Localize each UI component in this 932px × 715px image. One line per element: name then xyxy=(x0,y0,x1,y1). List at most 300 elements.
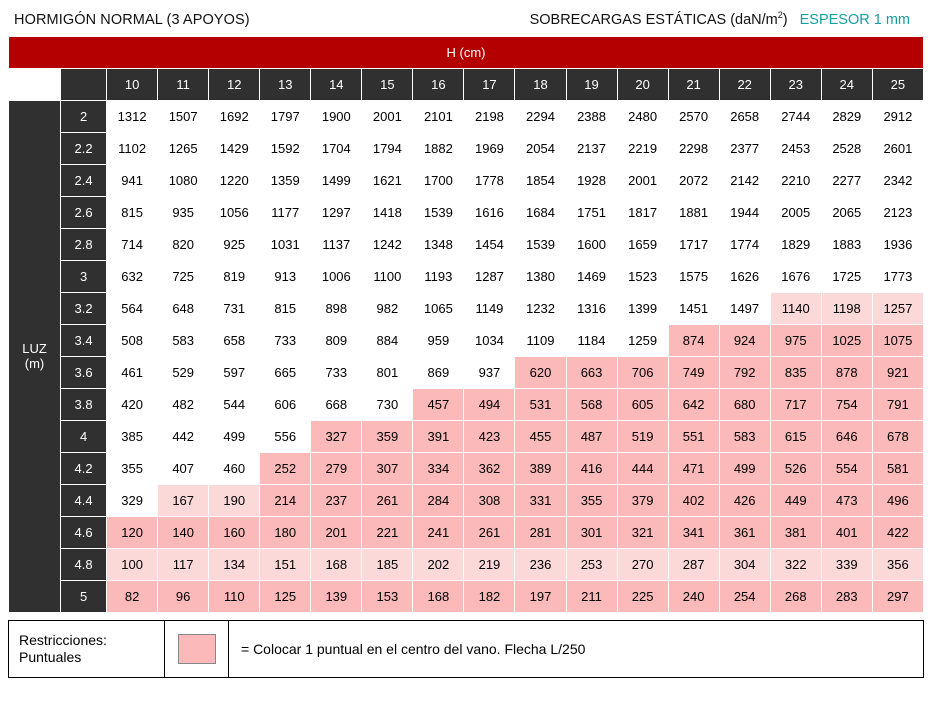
table-cell: 221 xyxy=(362,517,413,549)
table-cell: 308 xyxy=(464,485,515,517)
table-cell: 898 xyxy=(311,293,362,325)
table-cell: 261 xyxy=(362,485,413,517)
table-cell: 455 xyxy=(515,421,566,453)
table-cell: 442 xyxy=(158,421,209,453)
table-cell: 733 xyxy=(311,357,362,389)
table-cell: 100 xyxy=(107,549,158,581)
table-cell: 819 xyxy=(209,261,260,293)
table-cell: 1626 xyxy=(719,261,770,293)
row-header: 2.4 xyxy=(61,165,107,197)
table-cell: 1575 xyxy=(668,261,719,293)
table-cell: 1539 xyxy=(515,229,566,261)
table-cell: 1399 xyxy=(617,293,668,325)
table-cell: 153 xyxy=(362,581,413,613)
table-cell: 237 xyxy=(311,485,362,517)
corner-blank-dark xyxy=(61,69,107,101)
table-cell: 1751 xyxy=(566,197,617,229)
table-cell: 236 xyxy=(515,549,566,581)
table-cell: 941 xyxy=(107,165,158,197)
table-cell: 82 xyxy=(107,581,158,613)
table-cell: 460 xyxy=(209,453,260,485)
table-cell: 287 xyxy=(668,549,719,581)
table-cell: 2001 xyxy=(617,165,668,197)
table-cell: 869 xyxy=(413,357,464,389)
table-cell: 1944 xyxy=(719,197,770,229)
table-cell: 321 xyxy=(617,517,668,549)
table-cell: 921 xyxy=(872,357,923,389)
row-header: 3.4 xyxy=(61,325,107,357)
column-header: 13 xyxy=(260,69,311,101)
table-cell: 96 xyxy=(158,581,209,613)
table-cell: 1193 xyxy=(413,261,464,293)
header-center-title-close: ) xyxy=(782,11,788,28)
table-cell: 526 xyxy=(770,453,821,485)
column-header: 19 xyxy=(566,69,617,101)
document-header xyxy=(8,8,924,34)
table-cell: 1259 xyxy=(617,325,668,357)
table-cell: 1817 xyxy=(617,197,668,229)
table-cell: 160 xyxy=(209,517,260,549)
table-cell: 642 xyxy=(668,389,719,421)
table-cell: 937 xyxy=(464,357,515,389)
table-cell: 389 xyxy=(515,453,566,485)
row-header: 4.6 xyxy=(61,517,107,549)
table-cell: 1621 xyxy=(362,165,413,197)
table-cell: 615 xyxy=(770,421,821,453)
row-header: 3.8 xyxy=(61,389,107,421)
table-cell: 2829 xyxy=(821,101,872,133)
table-row xyxy=(9,261,924,293)
table-cell: 2137 xyxy=(566,133,617,165)
header-center-title-text: SOBRECARGAS ESTÁTICAS (daN/m xyxy=(529,11,778,28)
table-row xyxy=(9,453,924,485)
table-cell: 531 xyxy=(515,389,566,421)
table-cell: 219 xyxy=(464,549,515,581)
table-cell: 1232 xyxy=(515,293,566,325)
table-cell: 496 xyxy=(872,485,923,517)
load-table xyxy=(8,36,924,613)
table-cell: 508 xyxy=(107,325,158,357)
table-cell: 2601 xyxy=(872,133,923,165)
table-row xyxy=(9,325,924,357)
table-cell: 420 xyxy=(107,389,158,421)
table-cell: 1692 xyxy=(209,101,260,133)
row-group-label xyxy=(9,101,61,613)
table-cell: 499 xyxy=(719,453,770,485)
table-row xyxy=(9,549,924,581)
table-cell: 182 xyxy=(464,581,515,613)
table-row xyxy=(9,133,924,165)
table-cell: 1616 xyxy=(464,197,515,229)
table-cell: 2101 xyxy=(413,101,464,133)
table-cell: 2005 xyxy=(770,197,821,229)
table-row xyxy=(9,165,924,197)
table-cell: 304 xyxy=(719,549,770,581)
header-right-group xyxy=(530,10,920,28)
table-cell: 529 xyxy=(158,357,209,389)
legend-swatch-cell xyxy=(165,621,229,677)
table-cell: 214 xyxy=(260,485,311,517)
legend-color-swatch xyxy=(178,634,216,664)
band-title: H (cm) xyxy=(9,37,924,69)
table-cell: 1539 xyxy=(413,197,464,229)
legend-label-line2: Puntuales xyxy=(19,649,82,665)
table-cell: 1684 xyxy=(515,197,566,229)
table-cell: 168 xyxy=(311,549,362,581)
table-cell: 281 xyxy=(515,517,566,549)
row-header: 4 xyxy=(61,421,107,453)
table-cell: 1025 xyxy=(821,325,872,357)
table-row xyxy=(9,389,924,421)
table-cell: 140 xyxy=(158,517,209,549)
table-cell: 2054 xyxy=(515,133,566,165)
table-cell: 1854 xyxy=(515,165,566,197)
table-cell: 225 xyxy=(617,581,668,613)
table-cell: 982 xyxy=(362,293,413,325)
table-cell: 1725 xyxy=(821,261,872,293)
table-cell: 717 xyxy=(770,389,821,421)
table-cell: 473 xyxy=(821,485,872,517)
table-cell: 874 xyxy=(668,325,719,357)
table-cell: 2342 xyxy=(872,165,923,197)
table-cell: 1454 xyxy=(464,229,515,261)
table-cell: 120 xyxy=(107,517,158,549)
table-cell: 426 xyxy=(719,485,770,517)
table-cell: 487 xyxy=(566,421,617,453)
table-cell: 620 xyxy=(515,357,566,389)
table-cell: 341 xyxy=(668,517,719,549)
row-header: 3.2 xyxy=(61,293,107,325)
table-cell: 835 xyxy=(770,357,821,389)
table-cell: 1882 xyxy=(413,133,464,165)
table-cell: 2388 xyxy=(566,101,617,133)
table-cell: 2528 xyxy=(821,133,872,165)
table-cell: 139 xyxy=(311,581,362,613)
table-cell: 1149 xyxy=(464,293,515,325)
column-header: 20 xyxy=(617,69,668,101)
row-header: 2 xyxy=(61,101,107,133)
table-cell: 471 xyxy=(668,453,719,485)
table-cell: 551 xyxy=(668,421,719,453)
row-header: 2.6 xyxy=(61,197,107,229)
table-cell: 2219 xyxy=(617,133,668,165)
column-header: 11 xyxy=(158,69,209,101)
row-header: 4.8 xyxy=(61,549,107,581)
table-cell: 185 xyxy=(362,549,413,581)
table-cell: 134 xyxy=(209,549,260,581)
table-cell: 2377 xyxy=(719,133,770,165)
table-cell: 461 xyxy=(107,357,158,389)
column-header: 16 xyxy=(413,69,464,101)
column-header: 14 xyxy=(311,69,362,101)
table-cell: 1700 xyxy=(413,165,464,197)
table-cell: 339 xyxy=(821,549,872,581)
table-cell: 792 xyxy=(719,357,770,389)
table-cell: 254 xyxy=(719,581,770,613)
table-cell: 407 xyxy=(158,453,209,485)
column-header: 23 xyxy=(770,69,821,101)
table-cell: 297 xyxy=(872,581,923,613)
table-cell: 1797 xyxy=(260,101,311,133)
table-cell: 355 xyxy=(107,453,158,485)
row-header: 2.2 xyxy=(61,133,107,165)
table-row xyxy=(9,485,924,517)
table-cell: 2298 xyxy=(668,133,719,165)
table-cell: 284 xyxy=(413,485,464,517)
table-cell: 1312 xyxy=(107,101,158,133)
table-cell: 1359 xyxy=(260,165,311,197)
table-cell: 1140 xyxy=(770,293,821,325)
table-cell: 322 xyxy=(770,549,821,581)
table-cell: 2453 xyxy=(770,133,821,165)
table-cell: 1257 xyxy=(872,293,923,325)
table-cell: 211 xyxy=(566,581,617,613)
table-cell: 935 xyxy=(158,197,209,229)
table-cell: 878 xyxy=(821,357,872,389)
table-cell: 381 xyxy=(770,517,821,549)
band-title-row xyxy=(9,37,924,69)
table-cell: 884 xyxy=(362,325,413,357)
table-cell: 402 xyxy=(668,485,719,517)
table-cell: 252 xyxy=(260,453,311,485)
table-cell: 1006 xyxy=(311,261,362,293)
table-cell: 444 xyxy=(617,453,668,485)
table-cell: 1184 xyxy=(566,325,617,357)
table-cell: 733 xyxy=(260,325,311,357)
table-cell: 151 xyxy=(260,549,311,581)
table-cell: 416 xyxy=(566,453,617,485)
table-cell: 606 xyxy=(260,389,311,421)
table-cell: 2480 xyxy=(617,101,668,133)
table-cell: 359 xyxy=(362,421,413,453)
table-cell: 1676 xyxy=(770,261,821,293)
table-cell: 1429 xyxy=(209,133,260,165)
table-cell: 581 xyxy=(872,453,923,485)
table-cell: 1102 xyxy=(107,133,158,165)
table-cell: 1794 xyxy=(362,133,413,165)
table-cell: 680 xyxy=(719,389,770,421)
row-header: 4.2 xyxy=(61,453,107,485)
table-cell: 261 xyxy=(464,517,515,549)
table-cell: 482 xyxy=(158,389,209,421)
table-cell: 1704 xyxy=(311,133,362,165)
table-cell: 665 xyxy=(260,357,311,389)
table-cell: 815 xyxy=(260,293,311,325)
row-header: 4.4 xyxy=(61,485,107,517)
table-cell: 809 xyxy=(311,325,362,357)
table-cell: 583 xyxy=(719,421,770,453)
table-cell: 2123 xyxy=(872,197,923,229)
table-cell: 1287 xyxy=(464,261,515,293)
table-cell: 423 xyxy=(464,421,515,453)
table-cell: 1418 xyxy=(362,197,413,229)
table-cell: 355 xyxy=(566,485,617,517)
column-header: 12 xyxy=(209,69,260,101)
column-header: 25 xyxy=(872,69,923,101)
column-header: 22 xyxy=(719,69,770,101)
legend-label-line1: Restricciones: xyxy=(19,631,107,648)
row-group-label-line1: LUZ xyxy=(22,340,47,356)
table-cell: 583 xyxy=(158,325,209,357)
table-cell: 391 xyxy=(413,421,464,453)
table-row xyxy=(9,581,924,613)
table-cell: 334 xyxy=(413,453,464,485)
table-cell: 327 xyxy=(311,421,362,453)
table-cell: 401 xyxy=(821,517,872,549)
table-cell: 924 xyxy=(719,325,770,357)
column-header: 18 xyxy=(515,69,566,101)
row-header: 3.6 xyxy=(61,357,107,389)
table-row xyxy=(9,229,924,261)
table-cell: 331 xyxy=(515,485,566,517)
table-cell: 125 xyxy=(260,581,311,613)
table-cell: 190 xyxy=(209,485,260,517)
table-cell: 1265 xyxy=(158,133,209,165)
table-cell: 1451 xyxy=(668,293,719,325)
table-cell: 1600 xyxy=(566,229,617,261)
table-cell: 1829 xyxy=(770,229,821,261)
table-cell: 1075 xyxy=(872,325,923,357)
column-header: 15 xyxy=(362,69,413,101)
legend-label xyxy=(9,621,165,677)
table-cell: 168 xyxy=(413,581,464,613)
table-cell: 544 xyxy=(209,389,260,421)
table-cell: 283 xyxy=(821,581,872,613)
table-cell: 167 xyxy=(158,485,209,517)
table-cell: 749 xyxy=(668,357,719,389)
table-cell: 646 xyxy=(821,421,872,453)
table-cell: 2065 xyxy=(821,197,872,229)
table-cell: 362 xyxy=(464,453,515,485)
table-cell: 1316 xyxy=(566,293,617,325)
table-cell: 1056 xyxy=(209,197,260,229)
table-cell: 268 xyxy=(770,581,821,613)
row-header: 2.8 xyxy=(61,229,107,261)
table-cell: 1242 xyxy=(362,229,413,261)
table-cell: 731 xyxy=(209,293,260,325)
table-cell: 1507 xyxy=(158,101,209,133)
table-cell: 1100 xyxy=(362,261,413,293)
table-cell: 1499 xyxy=(311,165,362,197)
table-cell: 499 xyxy=(209,421,260,453)
table-cell: 959 xyxy=(413,325,464,357)
table-cell: 554 xyxy=(821,453,872,485)
column-header: 10 xyxy=(107,69,158,101)
table-cell: 1523 xyxy=(617,261,668,293)
table-cell: 1177 xyxy=(260,197,311,229)
table-cell: 725 xyxy=(158,261,209,293)
legend xyxy=(8,620,924,678)
table-cell: 663 xyxy=(566,357,617,389)
table-cell: 668 xyxy=(311,389,362,421)
corner-blank xyxy=(9,69,61,101)
table-cell: 1348 xyxy=(413,229,464,261)
table-cell: 1969 xyxy=(464,133,515,165)
table-cell: 648 xyxy=(158,293,209,325)
column-header-row xyxy=(9,69,924,101)
table-cell: 385 xyxy=(107,421,158,453)
table-cell: 1928 xyxy=(566,165,617,197)
table-cell: 820 xyxy=(158,229,209,261)
table-cell: 422 xyxy=(872,517,923,549)
header-center-title-sup: 2 xyxy=(777,10,783,20)
table-cell: 815 xyxy=(107,197,158,229)
table-row xyxy=(9,197,924,229)
table-cell: 1034 xyxy=(464,325,515,357)
table-row xyxy=(9,517,924,549)
header-center-title xyxy=(530,10,788,28)
table-cell: 457 xyxy=(413,389,464,421)
table-cell: 240 xyxy=(668,581,719,613)
table-cell: 1031 xyxy=(260,229,311,261)
row-header: 3 xyxy=(61,261,107,293)
table-cell: 730 xyxy=(362,389,413,421)
table-cell: 678 xyxy=(872,421,923,453)
table-cell: 2001 xyxy=(362,101,413,133)
table-cell: 1778 xyxy=(464,165,515,197)
table-cell: 1080 xyxy=(158,165,209,197)
column-header: 21 xyxy=(668,69,719,101)
table-cell: 754 xyxy=(821,389,872,421)
legend-description: = Colocar 1 puntual en el centro del vano. Flecha L/250 xyxy=(241,641,586,657)
table-cell: 706 xyxy=(617,357,668,389)
table-cell: 180 xyxy=(260,517,311,549)
table-cell: 597 xyxy=(209,357,260,389)
table-cell: 449 xyxy=(770,485,821,517)
table-cell: 791 xyxy=(872,389,923,421)
table-cell: 975 xyxy=(770,325,821,357)
table-cell: 1936 xyxy=(872,229,923,261)
table-cell: 2198 xyxy=(464,101,515,133)
table-cell: 1469 xyxy=(566,261,617,293)
table-cell: 801 xyxy=(362,357,413,389)
table-cell: 117 xyxy=(158,549,209,581)
header-left-title: HORMIGÓN NORMAL (3 APOYOS) xyxy=(14,11,250,28)
table-cell: 1497 xyxy=(719,293,770,325)
table-cell: 356 xyxy=(872,549,923,581)
column-header: 17 xyxy=(464,69,515,101)
table-cell: 1881 xyxy=(668,197,719,229)
table-cell: 2912 xyxy=(872,101,923,133)
table-cell: 307 xyxy=(362,453,413,485)
table-cell: 2744 xyxy=(770,101,821,133)
table-cell: 632 xyxy=(107,261,158,293)
table-cell: 329 xyxy=(107,485,158,517)
table-cell: 1592 xyxy=(260,133,311,165)
table-cell: 361 xyxy=(719,517,770,549)
row-group-label-line2: (m) xyxy=(24,355,45,371)
table-cell: 1717 xyxy=(668,229,719,261)
table-cell: 1065 xyxy=(413,293,464,325)
table-cell: 2142 xyxy=(719,165,770,197)
table-cell: 605 xyxy=(617,389,668,421)
table-cell: 1137 xyxy=(311,229,362,261)
column-header: 24 xyxy=(821,69,872,101)
table-cell: 1109 xyxy=(515,325,566,357)
table-cell: 2294 xyxy=(515,101,566,133)
table-cell: 2210 xyxy=(770,165,821,197)
table-cell: 714 xyxy=(107,229,158,261)
table-cell: 253 xyxy=(566,549,617,581)
table-cell: 241 xyxy=(413,517,464,549)
table-cell: 564 xyxy=(107,293,158,325)
table-cell: 279 xyxy=(311,453,362,485)
table-cell: 913 xyxy=(260,261,311,293)
table-row xyxy=(9,421,924,453)
table-cell: 202 xyxy=(413,549,464,581)
table-cell: 110 xyxy=(209,581,260,613)
table-cell: 1883 xyxy=(821,229,872,261)
